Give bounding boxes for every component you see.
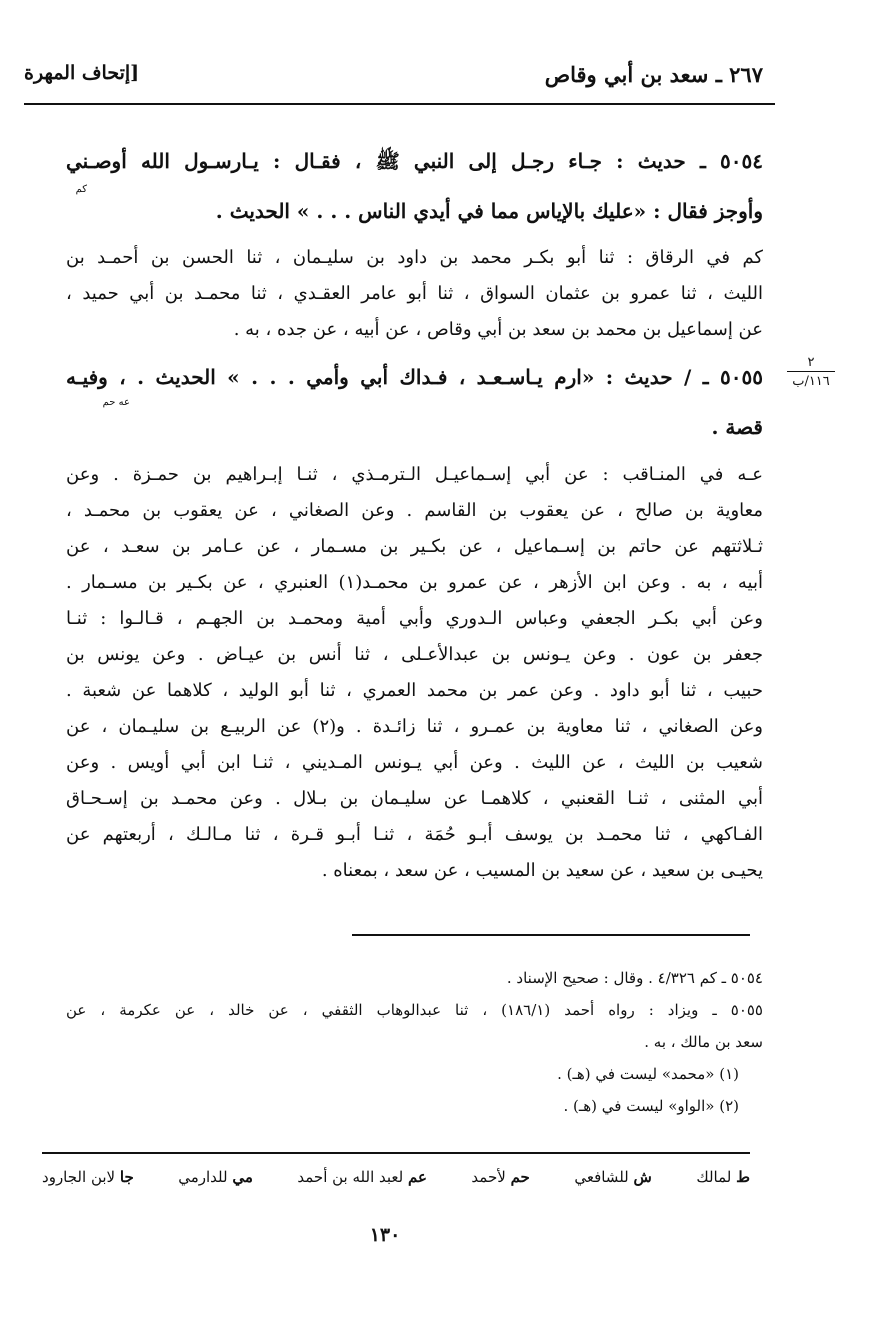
- page-header-title: ٢٦٧ ـ سعد بن أبي وقاص: [544, 62, 763, 87]
- isnad-5054-line: كم في الرقاق : ثنا أبو بكـر محمد بن داود بن سليـمان ، ثنا الحسن بن أحمـد بن: [66, 247, 763, 268]
- isnad-5055-line: أبيه ، به . وعن ابن الأزهر ، عن عمرو بن محمـد(١) العنبري ، عن بكـير بن مسـمار .: [66, 572, 763, 593]
- isnad-5054-line: عن إسماعيل بن محمد بن سعد بن أبي وقاص ، عن أبيه ، عن جده ، به .: [233, 319, 763, 340]
- hadith-5055-line-2: قصة .: [711, 415, 763, 439]
- footnote-line: ٥٠٥٤ ـ كم ٤/٣٢٦ . وقال : صحيح الإسناد .: [506, 969, 763, 987]
- page-header-book: [إتحاف المهرة: [24, 62, 140, 84]
- isnad-5054: [66, 240, 763, 348]
- folio-marker-top: ٢: [807, 355, 815, 370]
- isnad-5055-line: ثـلاثتهم عن حاتم بن إسـماعيل ، عن بكـير بن مسـمار ، عن عـامر بن سعـد ، عن: [66, 536, 763, 557]
- legend-item: ط لمالك: [696, 1168, 750, 1186]
- legend-item: ش للشافعي: [574, 1168, 652, 1186]
- hadith-5055-source-mark: عه حم: [102, 397, 130, 408]
- legend-item: مي للدارمي: [178, 1168, 253, 1186]
- isnad-5055-line: حبيب ، ثنا أبو داود . وعن عمر بن محمد العمري ، ثنا أبو الوليد ، كلاهما عن شعبة .: [66, 680, 763, 701]
- legend-divider: [42, 1152, 750, 1154]
- footnote-line: سعد بن مالك ، به .: [644, 1033, 763, 1051]
- hadith-5055: [66, 356, 763, 398]
- isnad-5055-line: شعيب بن الليث ، عن الليث . وعن أبي يـونس المـديني ، ثنـا ابن أبي أويس . وعن: [66, 752, 763, 773]
- isnad-5055-line: يحيـى بن سعيد ، عن سعيد بن المسيب ، عن سعد ، بمعناه .: [321, 860, 763, 881]
- legend-item: جا لابن الجارود: [42, 1168, 134, 1186]
- hadith-5055-line-1: ٥٠٥٥ ـ / حديث : «ارم يـاسـعـد ، فـداك أبي وأمي . . . » الحديث . ، وفيـه: [66, 365, 763, 389]
- isnad-5055-line: أبي المثنى ، ثنـا القعنبي ، كلاهمـا عن سليـمان بن بـلال . وعن محمـد بن إسـحـاق: [66, 788, 763, 809]
- folio-marker-bottom: ١١٦/ب: [792, 374, 830, 389]
- header-divider: [24, 103, 775, 105]
- page-number: ١٣٠: [369, 1224, 401, 1246]
- legend-item: عم لعبد الله بن أحمد: [297, 1168, 427, 1186]
- folio-marker-rule: [787, 371, 835, 372]
- footnote-divider: [352, 934, 750, 936]
- hadith-5054-source-mark: كم: [75, 184, 87, 195]
- hadith-5054-line-2: وأوجز فقال : «عليك بالإياس مما في أيدي الناس . . . » الحديث .: [215, 199, 763, 223]
- footnote-line: (٢) «الواو» ليست في (هـ) .: [563, 1097, 739, 1115]
- hadith-5055-text-2: [66, 406, 763, 448]
- hadith-5054: [66, 140, 763, 182]
- abbreviation-legend: [42, 1168, 750, 1186]
- isnad-5054-line: الليث ، ثنا عمرو بن عثمان السواق ، ثنا أبو عامر العقـدي ، ثنا محمـد بن أبي حميد ،: [66, 283, 763, 304]
- isnad-5055-line: معاوية بن صالح ، عن يعقوب بن القاسم . وعن الصغاني ، عن يعقوب بن محمـد ،: [66, 500, 763, 521]
- hadith-5054-line-1: ٥٠٥٤ ـ حديث : جـاء رجـل إلى النبي ﷺ ، فقـال : يـارسـول الله أوصـني: [66, 149, 763, 173]
- isnad-5055-line: الفـاكهي ، ثنا محمـد بن يوسف أبـو حُمَة ، ثنـا أبـو قـرة ، ثنا مـالـك ، أربعتهم عن: [66, 824, 763, 845]
- hadith-5054-text-2: [66, 190, 763, 232]
- isnad-5055-line: جعفر بن عون . وعن يـونس بن عبدالأعـلى ، ثنا أنس بن عيـاض . وعن يونس بن: [66, 644, 763, 665]
- footnote-line: ٥٠٥٥ ـ ويزاد : رواه أحمد (١٨٦/١) ، ثنا عبدالوهاب الثقفي ، عن خالد ، عن عكرمة ، عن: [66, 1001, 763, 1019]
- footnote-line: (١) «محمد» ليست في (هـ) .: [557, 1065, 739, 1083]
- isnad-5055-line: وعن الصغاني ، ثنا معاوية بن عمـرو ، ثنا زائـدة . و(٢) عن الربيـع بن سليـمان ، عن: [66, 716, 763, 737]
- isnad-5055: [66, 457, 763, 889]
- manuscript-folio-marker: [780, 355, 842, 389]
- footnotes: [66, 962, 763, 1122]
- legend-item: حم لأحمد: [471, 1168, 530, 1186]
- isnad-5055-line: وعن أبي بكـر الجعفي وعباس الـدوري وأبي أمية ومحمـد بن الجهـم ، قـالـوا : ثنـا: [66, 608, 763, 629]
- isnad-5055-line: عـه في المنـاقب : عن أبي إسـماعيـل الـترمـذي ، ثنـا إبـراهيم بن حمـزة . وعن: [66, 464, 763, 485]
